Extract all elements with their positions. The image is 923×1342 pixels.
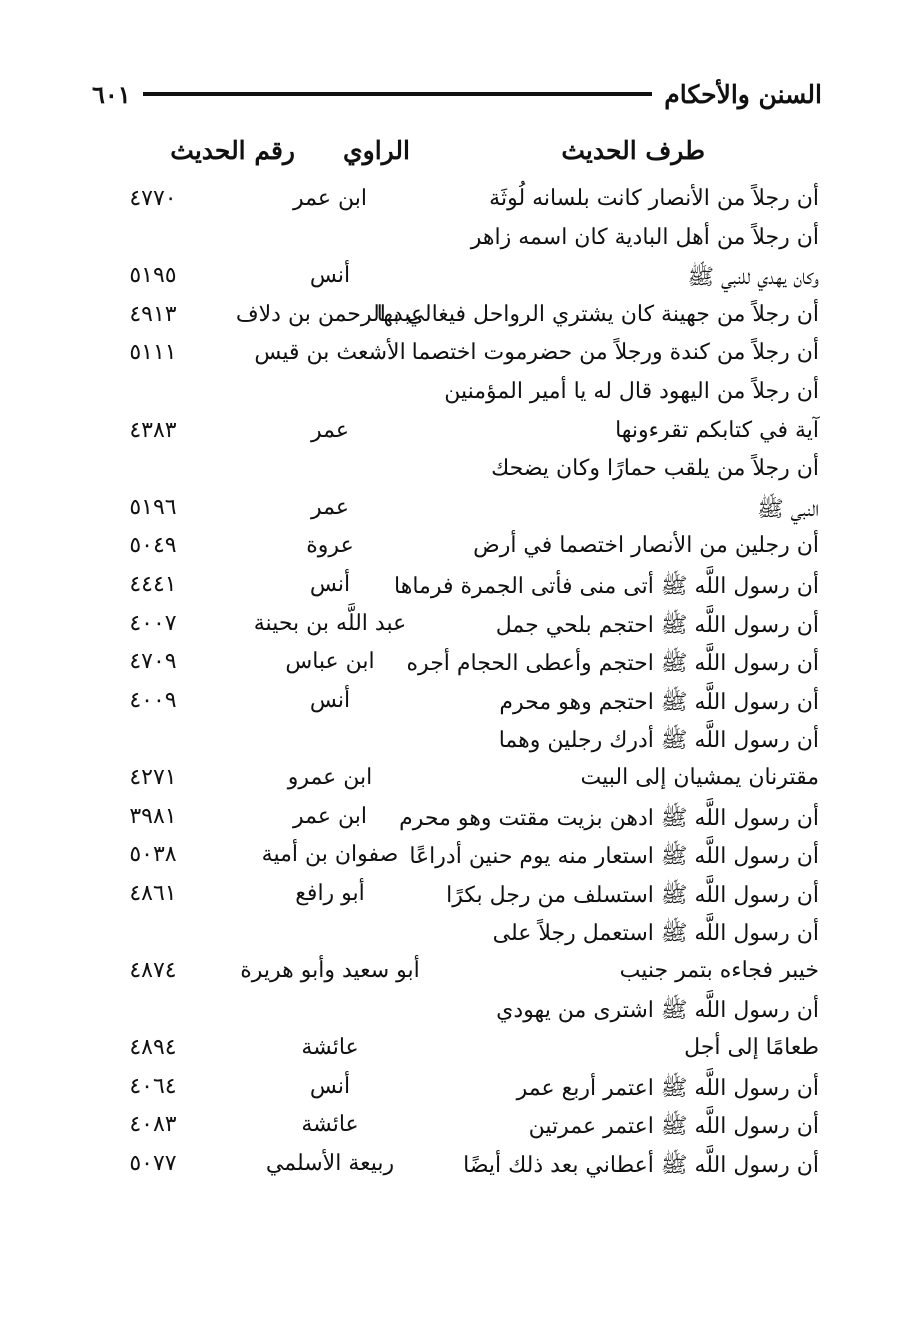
narrator: ربيعة الأسلمي: [265, 1150, 395, 1176]
hadith-text: النبي ﷺ: [757, 496, 819, 522]
hadith-text: أن رسول اللَّه ﷺ استعار منه يوم حنين أدراعًا: [409, 844, 819, 870]
table-row: [0, 647, 923, 686]
table-row: [0, 1149, 923, 1188]
table-row: [0, 261, 923, 300]
narrator: عروة: [306, 533, 354, 559]
hadith-text: طعامًا إلى أجل: [684, 1035, 819, 1061]
narrator: ابن عمرو: [287, 764, 373, 790]
table-row: [0, 1110, 923, 1149]
hadith-text: أن رجلاً من الأنصار كانت بلسانه لُوثَة: [489, 186, 819, 211]
table-row: [0, 879, 923, 918]
table-row: [0, 994, 923, 1033]
hadith-number: ٤٩١٣: [129, 301, 177, 327]
table-row: [0, 686, 923, 725]
narrator: أبو رافع: [295, 880, 365, 906]
running-header: [92, 74, 822, 114]
table-row: [0, 724, 923, 763]
hadith-number: ٤٧٠٩: [129, 649, 177, 675]
table-row: [0, 570, 923, 609]
hadith-text: مقترنان يمشيان إلى البيت: [580, 764, 819, 790]
hadith-text: أن رجلاً من يلقب حمارًا وكان يضحك: [491, 456, 819, 482]
hadith-number: ٤٤٤١: [129, 571, 177, 597]
hadith-text: أن رسول اللَّه ﷺ احتجم بلحي جمل: [495, 612, 819, 638]
hadith-number: ٤٠٠٩: [129, 687, 177, 713]
narrator: ابن عمر: [293, 803, 367, 829]
narrator: أنس: [309, 571, 351, 597]
hadith-number: ٥٠٤٩: [129, 533, 177, 559]
hadith-text: أن رسول اللَّه ﷺ أعطاني بعد ذلك أيضًا: [463, 1152, 819, 1178]
narrator: صفوان بن أمية: [261, 842, 399, 868]
table-row: [0, 300, 923, 339]
hadith-text: أن رجلين من الأنصار اختصما في أرض: [473, 533, 819, 559]
narrator: عبد اللَّه بن بحينة: [253, 610, 407, 636]
hadith-text: خيبر فجاءه بتمر جنيب: [619, 957, 819, 983]
column-headers: [90, 136, 825, 178]
narrator: عائشة: [301, 1035, 359, 1061]
narrator: أنس: [309, 1073, 351, 1099]
hadith-text: أن رسول اللَّه ﷺ أتى منى فأتى الجمرة فرماها: [394, 573, 819, 599]
hadith-number: ٤٢٧١: [129, 764, 177, 790]
hadith-number: ٥٠٧٧: [129, 1150, 177, 1176]
hadith-text: أن رسول اللَّه ﷺ أدرك رجلين وهما: [498, 728, 819, 754]
hadith-text: أن رسول اللَّه ﷺ اعتمر أربع عمر: [516, 1075, 819, 1101]
hadith-text: أن رجلاً من اليهود قال له يا أمير المؤمنين: [444, 378, 819, 404]
table-row: [0, 956, 923, 995]
column-header-hadith: طرف الحديث: [561, 136, 705, 165]
narrator: الأشعث بن قيس: [254, 340, 406, 366]
hadith-number: ٤٨٧٤: [129, 957, 177, 983]
narrator: أبو سعيد وأبو هريرة: [240, 957, 420, 983]
hadith-text: أن رسول اللَّه ﷺ اعتمر عمرتين: [528, 1114, 819, 1140]
page-number: ٦٠١: [92, 79, 131, 109]
table-row: [0, 917, 923, 956]
table-row: [0, 338, 923, 377]
table-row: [0, 840, 923, 879]
narrator: أنس: [309, 263, 351, 289]
narrator: عبد الرحمن بن دلاف: [235, 301, 425, 327]
hadith-text: أن رسول اللَّه ﷺ ادهن بزيت مقتت وهو محرم: [399, 805, 819, 831]
column-header-number: رقم الحديث: [170, 136, 295, 165]
table-row: [0, 493, 923, 532]
table-row: [0, 377, 923, 416]
hadith-index-table: [0, 184, 923, 1187]
hadith-number: ٤٠٠٧: [129, 610, 177, 636]
hadith-text: أن رسول اللَّه ﷺ استعمل رجلاً على: [492, 921, 819, 947]
hadith-text: أن رسول اللَّه ﷺ استسلف من رجل بكرًا: [446, 882, 819, 908]
hadith-number: ٥٠٣٨: [129, 842, 177, 868]
hadith-number: ٥١٩٥: [129, 263, 177, 289]
table-row: [0, 416, 923, 455]
running-title: السنن والأحكام: [664, 79, 822, 109]
hadith-text: أن رسول اللَّه ﷺ احتجم وأعطى الحجام أجره: [406, 651, 819, 677]
hadith-text: أن رجلاً من أهل البادية كان اسمه زاهر: [470, 224, 819, 250]
narrator: عمر: [311, 494, 349, 520]
hadith-number: ٤٣٨٣: [129, 417, 177, 443]
hadith-number: ٣٩٨١: [129, 803, 177, 829]
hadith-number: ٤٠٨٣: [129, 1112, 177, 1138]
header-rule: [143, 92, 653, 96]
hadith-text: وكان يهدي للنبي ﷺ: [687, 265, 819, 291]
hadith-text: آية في كتابكم تقرءونها: [615, 417, 819, 443]
table-row: [0, 802, 923, 841]
narrator: عمر: [311, 417, 349, 443]
narrator: أنس: [309, 687, 351, 713]
table-row: [0, 223, 923, 262]
table-row: [0, 1072, 923, 1111]
column-header-narrator: الراوي: [343, 136, 410, 165]
hadith-text: أن رجلاً من جهينة كان يشتري الرواحل فيغالي بها: [376, 301, 819, 327]
table-row: [0, 184, 923, 223]
table-row: [0, 609, 923, 648]
hadith-text: أن رجلاً من كندة ورجلاً من حضرموت اختصما: [411, 340, 819, 366]
table-row: [0, 454, 923, 493]
hadith-number: ٤٧٧٠: [129, 186, 177, 211]
narrator: ابن عمر: [293, 186, 367, 211]
hadith-number: ٤٠٦٤: [129, 1073, 177, 1099]
hadith-number: ٥١١١: [129, 340, 177, 366]
hadith-text: أن رسول اللَّه ﷺ احتجم وهو محرم: [499, 689, 819, 715]
hadith-text: أن رسول اللَّه ﷺ اشترى من يهودي: [496, 998, 819, 1024]
hadith-number: ٤٨٩٤: [129, 1035, 177, 1061]
narrator: عائشة: [301, 1112, 359, 1138]
table-row: [0, 763, 923, 802]
table-row: [0, 1033, 923, 1072]
hadith-number: ٥١٩٦: [129, 494, 177, 520]
hadith-number: ٤٨٦١: [129, 880, 177, 906]
table-row: [0, 531, 923, 570]
narrator: ابن عباس: [285, 649, 375, 675]
